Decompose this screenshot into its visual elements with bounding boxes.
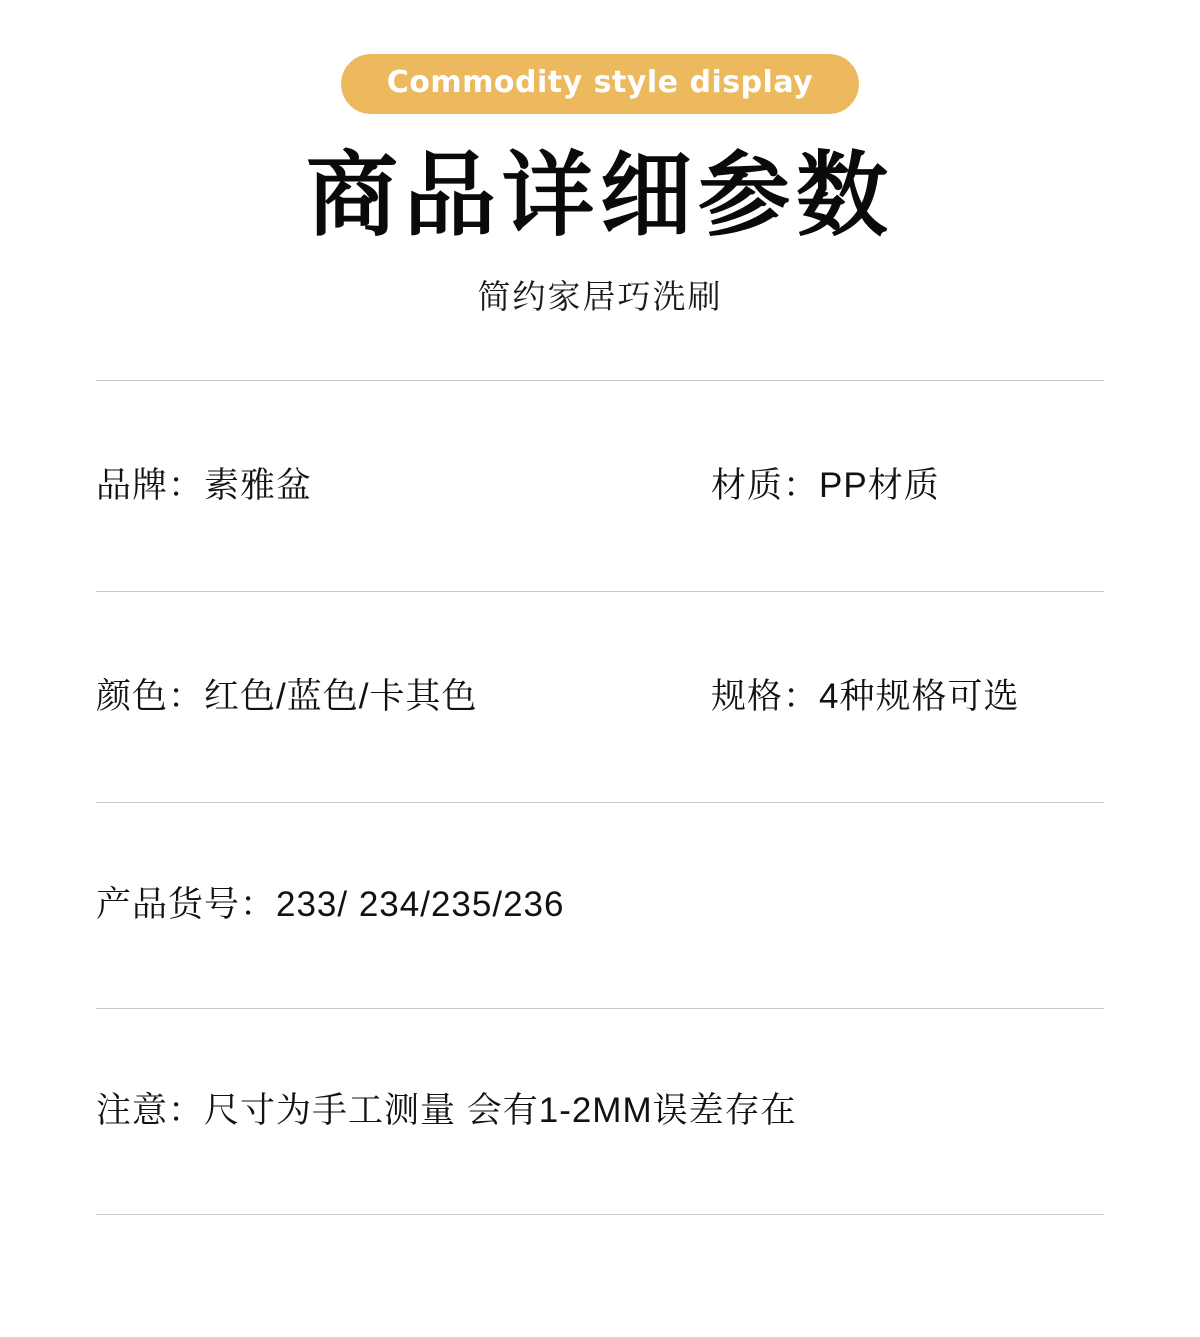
table-row (96, 381, 1104, 591)
table-row (96, 803, 1104, 1008)
table-row (96, 1009, 1104, 1214)
page-title: 商品详细参数 (305, 142, 894, 249)
spec-product-number: 产品货号：233/ 234/235/236 (96, 885, 565, 925)
spec-brand: 品牌：素雅盆 (96, 465, 313, 505)
spec-notice: 注意：尺寸为手工测量 会有1-2MM误差存在 (96, 1091, 797, 1131)
spec-size-options: 规格：4种规格可选 (711, 676, 1020, 716)
commodity-style-badge: Commodity style display (341, 54, 859, 114)
spec-color: 颜色：红色/蓝色/卡其色 (96, 676, 478, 716)
page-subtitle: 简约家居巧洗刷 (477, 277, 723, 315)
page-header (0, 0, 1200, 318)
spec-material: 材质：PP材质 (711, 465, 940, 505)
table-row (96, 592, 1104, 802)
divider (96, 1214, 1104, 1215)
spec-table (96, 318, 1104, 1215)
